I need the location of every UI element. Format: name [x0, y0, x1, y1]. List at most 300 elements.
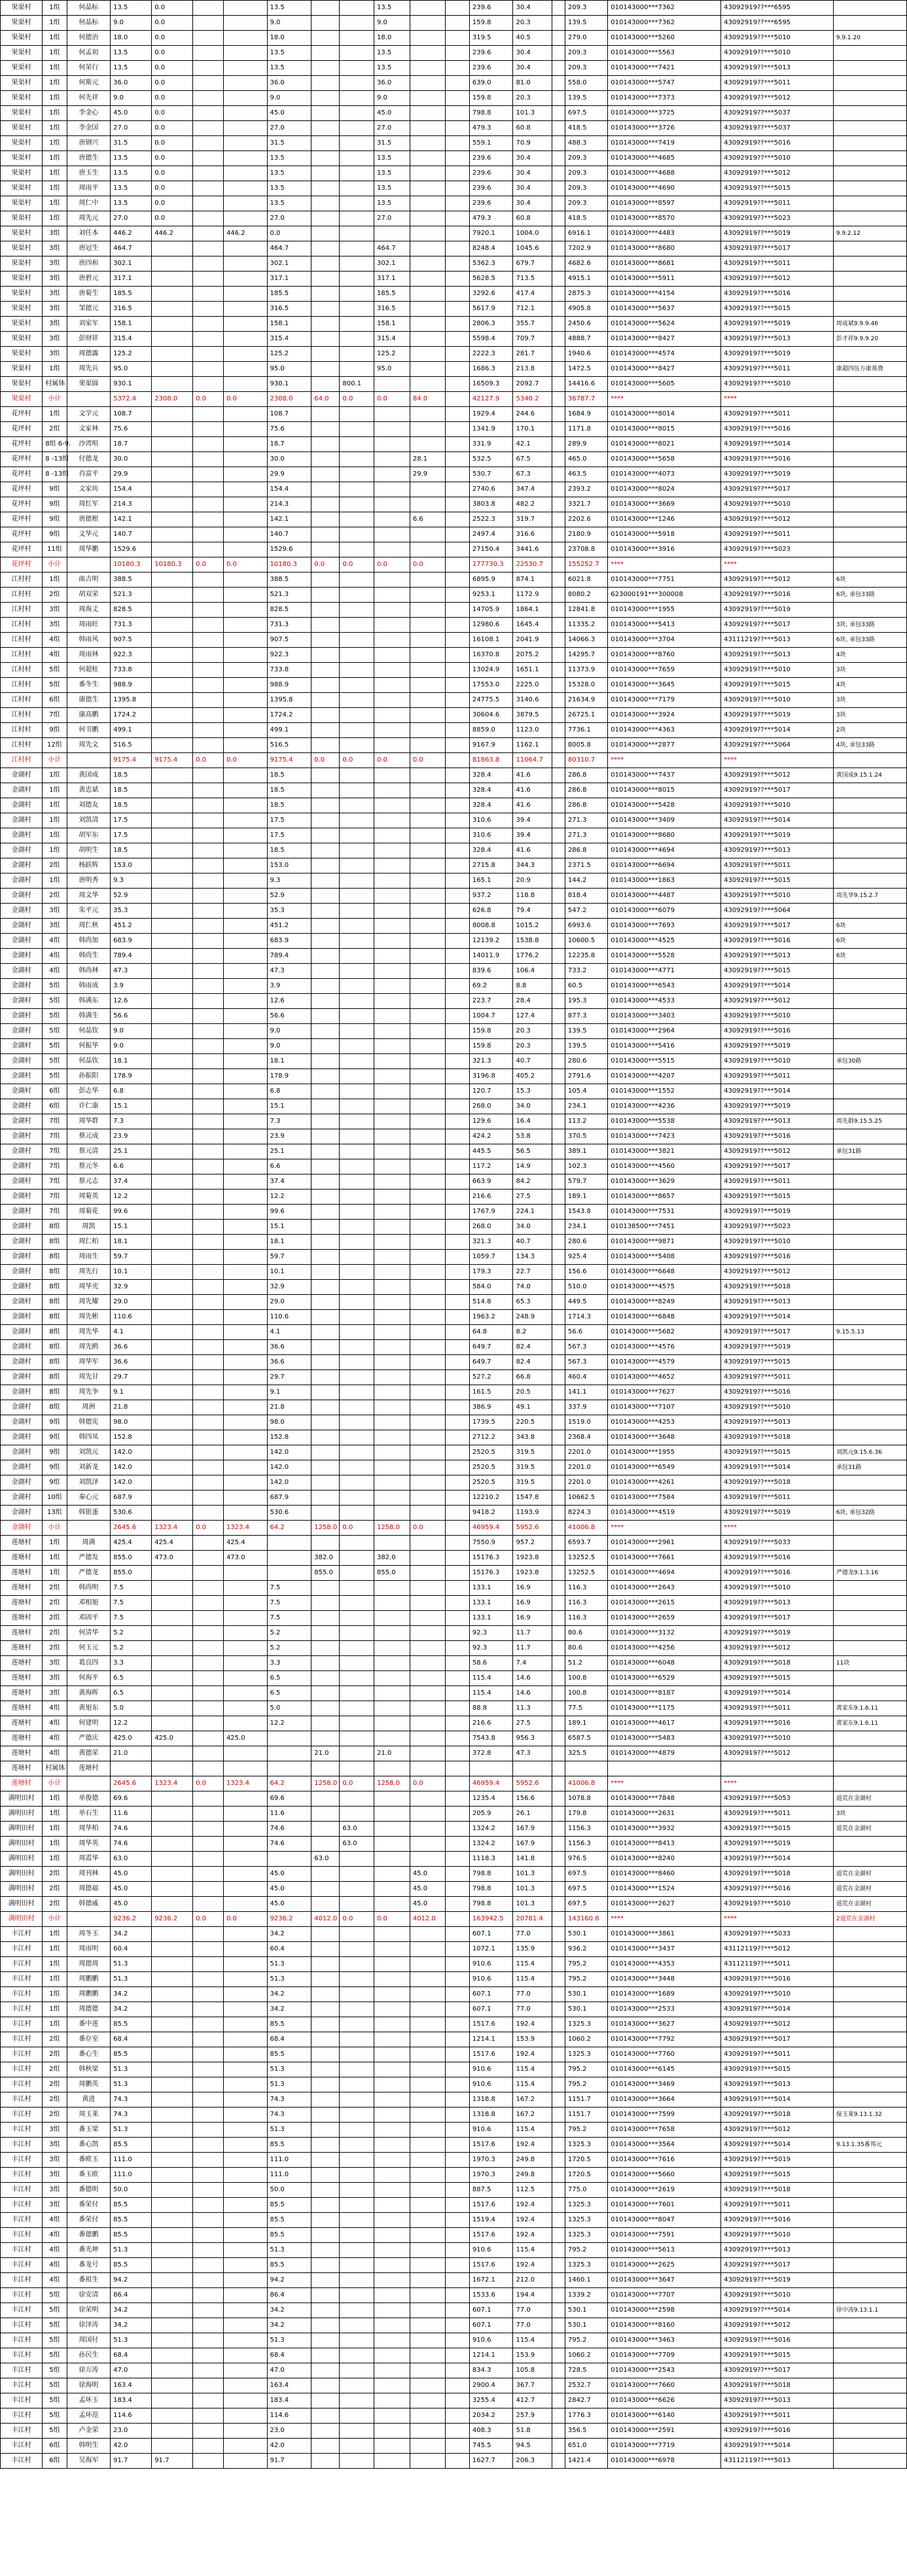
table-cell — [833, 2032, 906, 2047]
table-cell: 丰江村 — [1, 2378, 43, 2393]
table-cell — [67, 1912, 111, 1927]
table-cell — [152, 542, 193, 557]
table-cell — [340, 61, 374, 76]
table-cell: 85.5 — [267, 2258, 311, 2273]
table-cell: 小计 — [43, 753, 67, 768]
table-cell: 1组 — [43, 196, 67, 211]
table-cell — [833, 858, 906, 873]
table-cell: 319.5 — [513, 1460, 552, 1475]
table-cell: 445.5 — [469, 1144, 513, 1159]
table-cell — [340, 1656, 374, 1671]
table-cell — [223, 2393, 267, 2408]
table-cell: 117.2 — [469, 1159, 513, 1174]
table-cell — [410, 1656, 445, 1671]
table-cell: 7920.1 — [469, 226, 513, 241]
table-cell: 43092919??***5011 — [721, 1069, 834, 1084]
table-cell: 7组 — [43, 1159, 67, 1174]
table-cell — [223, 1822, 267, 1837]
table-cell — [833, 497, 906, 512]
table-cell — [374, 1099, 410, 1114]
table-cell — [410, 2363, 445, 2378]
table-cell — [552, 317, 565, 332]
table-cell: 84.2 — [513, 1174, 552, 1190]
table-cell: 139.5 — [565, 1024, 607, 1039]
table-row — [1, 1807, 907, 1822]
table-cell — [311, 1972, 340, 1987]
table-cell — [311, 241, 340, 256]
table-cell: 13组 — [43, 1506, 67, 1521]
table-cell — [374, 648, 410, 663]
table-cell — [445, 1220, 469, 1235]
table-cell: 3组 — [43, 226, 67, 241]
table-cell: 45.0 — [267, 1897, 311, 1912]
table-cell — [410, 783, 445, 798]
table-cell — [552, 2213, 565, 2228]
table-cell: 9.0 — [374, 91, 410, 106]
table-cell — [311, 2092, 340, 2108]
table-cell: 425.4 — [223, 1536, 267, 1551]
table-cell — [374, 1310, 410, 1325]
table-cell: 77.0 — [513, 2002, 552, 2017]
table-cell: 910.6 — [469, 2123, 513, 2138]
table-cell: 530.1 — [565, 1987, 607, 2002]
table-cell: 金湖村 — [1, 1024, 43, 1039]
table-cell: 6993.6 — [565, 919, 607, 934]
table-cell: 43092919??***5016 — [721, 1882, 834, 1897]
table-cell: 36.6 — [111, 1340, 152, 1355]
table-cell — [340, 1114, 374, 1129]
table-cell: 16.4 — [513, 1114, 552, 1129]
table-cell — [445, 873, 469, 889]
table-cell: 花坪村 — [1, 437, 43, 452]
table-cell: 金湖村 — [1, 798, 43, 813]
table-cell: 728.5 — [565, 2363, 607, 2378]
table-cell: 周先元 — [67, 211, 111, 226]
subtotal-row — [1, 1521, 907, 1536]
table-cell: 34.0 — [513, 1220, 552, 1235]
table-cell — [445, 1069, 469, 1084]
table-cell: 43092919??***5013 — [721, 648, 834, 663]
table-cell: 85.5 — [111, 2047, 152, 2062]
table-cell: 26.1 — [513, 1807, 552, 1822]
table-cell — [152, 1205, 193, 1220]
table-cell: 11335.2 — [565, 618, 607, 633]
table-row — [1, 1, 907, 16]
table-cell — [410, 1807, 445, 1822]
table-cell: 185.5 — [267, 287, 311, 302]
table-cell: 18.5 — [111, 768, 152, 783]
table-cell: 344.3 — [513, 858, 552, 873]
table-row — [1, 2243, 907, 2258]
table-cell — [445, 437, 469, 452]
table-cell: 43092919??***5016 — [721, 452, 834, 467]
table-cell: 530.6 — [111, 1506, 152, 1521]
table-cell: 14295.7 — [565, 648, 607, 663]
table-cell — [193, 1686, 224, 1701]
table-cell: 韩尚生 — [67, 949, 111, 964]
table-cell: 1组 — [43, 1942, 67, 1957]
table-cell: 43092919??***5015 — [721, 873, 834, 889]
table-row — [1, 2273, 907, 2288]
table-cell: 2组 — [43, 2062, 67, 2077]
table-cell: 161.5 — [469, 1385, 513, 1400]
table-cell — [311, 1882, 340, 1897]
table-cell: 464.7 — [111, 241, 152, 256]
table-cell — [410, 2273, 445, 2288]
table-cell — [311, 2123, 340, 2138]
table-cell: 1组 — [43, 1551, 67, 1566]
table-cell — [374, 1385, 410, 1400]
table-cell — [193, 2454, 224, 2469]
table-cell — [223, 2228, 267, 2243]
table-cell: 607.1 — [469, 2002, 513, 2017]
table-cell — [410, 708, 445, 723]
table-cell — [833, 1942, 906, 1957]
table-cell: 43092919??***5014 — [721, 437, 834, 452]
table-cell: 80.6 — [565, 1626, 607, 1641]
table-cell — [410, 1927, 445, 1942]
table-cell — [552, 1837, 565, 1852]
table-cell — [223, 527, 267, 542]
table-cell: 30.4 — [513, 181, 552, 196]
table-cell: 5.2 — [111, 1626, 152, 1641]
table-cell — [193, 2153, 224, 2168]
table-cell — [374, 873, 410, 889]
table-cell — [223, 994, 267, 1009]
table-cell: 154.4 — [111, 482, 152, 497]
table-cell — [552, 1009, 565, 1024]
table-cell — [410, 482, 445, 497]
table-cell: 010143000***3647 — [608, 2273, 721, 2288]
table-cell — [193, 2183, 224, 2198]
table-cell — [223, 151, 267, 166]
table-cell: 金湖村 — [1, 1129, 43, 1144]
table-cell: 18.5 — [267, 843, 311, 858]
table-cell: 0.0 — [311, 557, 340, 573]
table-cell: 34.2 — [267, 2303, 311, 2318]
table-cell: 115.4 — [513, 2243, 552, 2258]
table-cell: 周霞华 — [67, 1852, 111, 1867]
table-cell — [223, 347, 267, 362]
table-cell — [410, 136, 445, 151]
table-cell: 31.5 — [374, 136, 410, 151]
table-cell — [152, 2424, 193, 2439]
table-cell — [410, 678, 445, 693]
table-cell — [340, 1009, 374, 1024]
table-cell: 5362.3 — [469, 256, 513, 272]
table-cell — [445, 2378, 469, 2393]
table-cell: 1323.4 — [152, 1776, 193, 1791]
table-cell — [374, 1024, 410, 1039]
table-cell: 51.3 — [111, 2123, 152, 2138]
table-cell: 周华柏 — [67, 1822, 111, 1837]
table-cell — [833, 1536, 906, 1551]
table-cell: 0.0 — [374, 753, 410, 768]
table-cell — [374, 723, 410, 738]
table-row — [1, 1144, 907, 1159]
table-cell: 9175.4 — [267, 753, 311, 768]
table-cell — [833, 91, 906, 106]
table-cell: 唐德生 — [67, 151, 111, 166]
table-cell — [445, 46, 469, 61]
table-row — [1, 1295, 907, 1310]
table-cell: 010143000***8570 — [608, 211, 721, 226]
table-cell: 154.4 — [267, 482, 311, 497]
table-cell — [374, 1897, 410, 1912]
table-cell — [374, 2153, 410, 2168]
table-cell: 8008.8 — [469, 919, 513, 934]
table-cell — [193, 843, 224, 858]
table-cell — [193, 1355, 224, 1370]
table-cell — [552, 783, 565, 798]
table-cell — [552, 2258, 565, 2273]
table-cell — [311, 1822, 340, 1837]
table-cell — [223, 2198, 267, 2213]
table-cell: 45.0 — [111, 1882, 152, 1897]
table-cell: 2组 — [43, 2108, 67, 2123]
table-cell: 1组 — [43, 843, 67, 858]
table-cell: 3组 — [43, 241, 67, 256]
table-cell: 0.0 — [223, 1912, 267, 1927]
table-cell: 21.0 — [311, 1746, 340, 1761]
table-cell: 金湖村 — [1, 1084, 43, 1099]
table-cell: 丰江村 — [1, 2393, 43, 2408]
table-cell — [311, 1761, 340, 1776]
table-cell: 43092919??***5010 — [721, 1054, 834, 1069]
table-cell — [311, 1491, 340, 1506]
table-cell — [340, 332, 374, 347]
table-cell — [445, 588, 469, 603]
table-row — [1, 1445, 907, 1460]
table-cell: 60.4 — [111, 1942, 152, 1957]
table-cell: 50.0 — [267, 2183, 311, 2198]
table-cell — [552, 618, 565, 633]
table-cell: 13252.5 — [565, 1551, 607, 1566]
table-cell: 94.2 — [267, 2273, 311, 2288]
table-cell — [152, 407, 193, 422]
table-cell: 21.8 — [267, 1400, 311, 1415]
table-cell — [833, 1280, 906, 1295]
table-cell — [340, 241, 374, 256]
table-cell: 105.4 — [565, 1084, 607, 1099]
table-cell: 102.3 — [565, 1159, 607, 1174]
table-cell: 9.0 — [111, 1039, 152, 1054]
table-cell: 23.9 — [111, 1129, 152, 1144]
table-cell: 010143000***5260 — [608, 31, 721, 46]
table-cell: 286.8 — [565, 798, 607, 813]
table-cell: 1323.4 — [223, 1776, 267, 1791]
table-cell — [311, 693, 340, 708]
table-cell: 1045.6 — [513, 241, 552, 256]
table-cell: 周红军 — [67, 497, 111, 512]
table-cell — [223, 1174, 267, 1190]
table-cell: 43092919??***5016 — [721, 2213, 834, 2228]
table-cell — [193, 1235, 224, 1250]
table-cell — [410, 693, 445, 708]
table-cell: 010143000***3932 — [608, 1822, 721, 1837]
table-cell — [833, 196, 906, 211]
table-cell: 449.5 — [565, 1295, 607, 1310]
table-cell — [374, 1084, 410, 1099]
table-cell: 花坪村 — [1, 542, 43, 557]
table-cell — [223, 1927, 267, 1942]
table-row — [1, 1265, 907, 1280]
table-cell: 4组 — [43, 1731, 67, 1746]
table-cell: 77.5 — [565, 1701, 607, 1716]
table-cell — [152, 256, 193, 272]
table-cell — [445, 2062, 469, 2077]
table-cell — [445, 648, 469, 663]
table-cell — [152, 678, 193, 693]
table-cell: 85.5 — [267, 2047, 311, 2062]
table-cell — [223, 362, 267, 377]
table-cell — [223, 121, 267, 136]
table-cell — [410, 618, 445, 633]
table-cell: 果渠村 — [1, 76, 43, 91]
table-cell: 18.1 — [267, 1235, 311, 1250]
table-cell — [340, 2378, 374, 2393]
table-row — [1, 106, 907, 121]
table-cell: 1395.8 — [267, 693, 311, 708]
table-cell: 周先文 — [67, 738, 111, 753]
table-cell — [445, 1310, 469, 1325]
table-cell: 010143000***6079 — [608, 904, 721, 919]
table-cell — [152, 783, 193, 798]
table-cell: 239.6 — [469, 166, 513, 181]
table-cell: 22530.7 — [513, 557, 552, 573]
table-cell: 649.7 — [469, 1340, 513, 1355]
table-cell — [193, 2228, 224, 2243]
table-cell — [445, 1370, 469, 1385]
table-cell: 18.0 — [374, 31, 410, 46]
table-cell: 010143000***8427 — [608, 332, 721, 347]
table-cell: 910.6 — [469, 1957, 513, 1972]
table-cell: 29.0 — [267, 1295, 311, 1310]
table-cell — [833, 106, 906, 121]
table-cell: 8080.2 — [565, 588, 607, 603]
table-cell: 6块, 承包32路 — [833, 1506, 906, 1521]
table-row — [1, 422, 907, 437]
table-cell — [311, 2062, 340, 2077]
table-cell — [193, 1626, 224, 1641]
table-cell: 43092919??***5019 — [721, 1626, 834, 1641]
table-cell: 223.7 — [469, 994, 513, 1009]
table-cell: 1720.5 — [565, 2153, 607, 2168]
table-cell: 40.7 — [513, 1054, 552, 1069]
table-cell: 43092919??***5017 — [721, 919, 834, 934]
table-cell — [445, 618, 469, 633]
table-cell: 0.0 — [193, 753, 224, 768]
table-cell — [340, 1987, 374, 2002]
table-cell — [193, 2258, 224, 2273]
table-cell — [552, 2243, 565, 2258]
table-cell — [340, 2092, 374, 2108]
table-cell: 010143000***8680 — [608, 241, 721, 256]
table-cell — [552, 1987, 565, 2002]
table-cell — [193, 573, 224, 588]
table-cell — [193, 2168, 224, 2183]
table-cell — [552, 1114, 565, 1129]
table-cell: 2202.6 — [565, 512, 607, 527]
table-cell — [552, 1220, 565, 1235]
table-cell — [374, 1250, 410, 1265]
table-cell — [311, 181, 340, 196]
table-cell — [193, 1566, 224, 1581]
table-cell: 010143000***6048 — [608, 1656, 721, 1671]
table-cell: 1325.3 — [565, 2017, 607, 2032]
table-cell — [552, 2092, 565, 2108]
table-cell: 15.1 — [267, 1099, 311, 1114]
table-cell: 91.7 — [152, 2454, 193, 2469]
table-cell — [193, 1009, 224, 1024]
table-cell: 567.3 — [565, 1355, 607, 1370]
table-cell — [374, 843, 410, 858]
table-cell — [152, 1069, 193, 1084]
table-cell: 27150.4 — [469, 542, 513, 557]
table-row — [1, 407, 907, 422]
table-cell — [223, 76, 267, 91]
table-cell — [311, 1837, 340, 1852]
table-cell: 559.1 — [469, 136, 513, 151]
table-cell: 010143000***7362 — [608, 16, 721, 31]
table-cell: 382.0 — [311, 1551, 340, 1566]
table-cell: 43092919??***5014 — [721, 723, 834, 738]
table-cell — [340, 1731, 374, 1746]
table-cell — [311, 723, 340, 738]
table-cell: 0.0 — [223, 753, 267, 768]
table-cell — [552, 2273, 565, 2288]
table-cell: 530.1 — [565, 1927, 607, 1942]
table-cell — [410, 1957, 445, 1972]
table-cell: 010143000***4574 — [608, 347, 721, 362]
table-cell — [152, 1415, 193, 1430]
table-cell: 7202.9 — [565, 241, 607, 256]
table-cell — [340, 2243, 374, 2258]
table-cell — [152, 1596, 193, 1611]
table-cell: 3组 — [43, 919, 67, 934]
table-cell — [340, 437, 374, 452]
table-cell: 010143000***5428 — [608, 798, 721, 813]
table-cell: 11373.9 — [565, 663, 607, 678]
table-cell: 310.6 — [469, 813, 513, 828]
table-cell: 010143000***7419 — [608, 136, 721, 151]
table-cell: 010143000***4685 — [608, 151, 721, 166]
table-cell — [340, 2288, 374, 2303]
table-cell: 59.7 — [111, 1250, 152, 1265]
table-cell — [445, 1024, 469, 1039]
table-cell: 010143000***4154 — [608, 287, 721, 302]
table-cell: 5组 — [43, 663, 67, 678]
table-cell — [410, 633, 445, 648]
table-row — [1, 46, 907, 61]
table-cell — [193, 2108, 224, 2123]
table-cell: 9组 — [43, 527, 67, 542]
table-cell: 43092919??***5016 — [721, 287, 834, 302]
table-cell: 77.0 — [513, 2303, 552, 2318]
table-cell: 11.3 — [513, 1701, 552, 1716]
table-cell: 930.1 — [267, 377, 311, 392]
table-cell: 果渠村 — [1, 256, 43, 272]
table-cell: 302.1 — [267, 256, 311, 272]
table-row — [1, 241, 907, 256]
table-cell — [340, 1882, 374, 1897]
table-cell: 4组 — [43, 949, 67, 964]
table-cell: 9组 — [43, 1415, 67, 1430]
table-cell — [833, 1069, 906, 1084]
table-cell — [552, 2454, 565, 2469]
table-cell: 010143000***8047 — [608, 2213, 721, 2228]
table-cell — [445, 2138, 469, 2153]
